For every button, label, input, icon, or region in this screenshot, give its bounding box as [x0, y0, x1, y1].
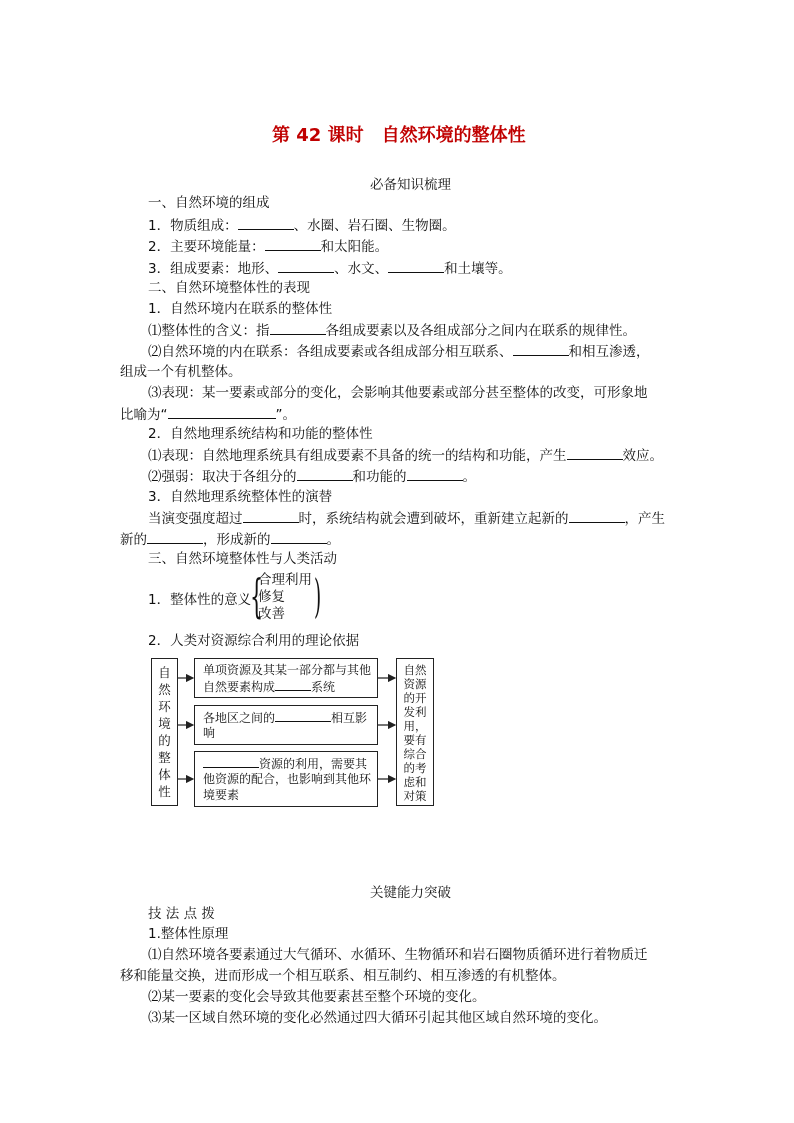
char: 利 [415, 704, 427, 719]
line-internal-link-cont: 组成一个有机整体。 [120, 364, 242, 380]
text: 新的 [120, 532, 147, 548]
line-principle-1-cont: 移和能量交换，进而形成一个相互联系、相互制约、相互渗透的有机整体。 [120, 968, 566, 984]
text: 和太阳能。 [320, 239, 389, 255]
text: 比喻为“ [120, 407, 168, 423]
char: 自 [158, 665, 171, 680]
significance-item: 合理利用 [258, 572, 312, 588]
text: 。 [326, 532, 340, 548]
text: 各组成要素以及各组成部分之间内在联系的规律性。 [325, 323, 636, 339]
char: 的 [403, 690, 415, 705]
char: 要 [403, 732, 415, 747]
text: 相互影 [331, 711, 368, 725]
char: 整 [158, 750, 171, 765]
char: 体 [158, 767, 171, 782]
left-brace: { [250, 569, 264, 623]
text: ，产生 [624, 511, 665, 527]
char: 的 [158, 733, 171, 748]
char: 合 [415, 746, 427, 761]
char: 策 [415, 788, 427, 803]
section-heading-knowledge: 必备知识梳理 [370, 177, 451, 193]
page-title: 第 42 课时 自然环境的整体性 [272, 125, 526, 146]
subheading-structure: 2．自然地理系统结构和功能的整体性 [148, 426, 373, 442]
text: 系统 [311, 680, 336, 694]
char: 虑 [403, 774, 415, 789]
significance-item: 修复 [258, 589, 285, 605]
char: 发 [403, 704, 415, 719]
text: 资源的利用，需要其 [259, 757, 368, 771]
char: 综 [403, 746, 415, 761]
text: 效应。 [622, 448, 663, 464]
subheading-principle: 1.整体性原理 [148, 926, 229, 942]
text: 2．主要环境能量： [148, 239, 265, 255]
text: 各地区之间的 [203, 711, 276, 725]
char: 对 [403, 788, 415, 803]
box-text-line3: 境要素 [203, 788, 240, 802]
text: 当演变强度超过 [148, 511, 243, 527]
text: 3．组成要素：地形、 [148, 261, 279, 277]
char: 自 [403, 662, 415, 677]
char: 环 [158, 699, 171, 714]
box-text: 单项资源及其某一部分都与其他 [203, 663, 372, 677]
text: ⑵强弱：取决于各组分的 [148, 469, 297, 485]
char: 开 [415, 690, 427, 705]
text: 和相互渗透， [568, 344, 650, 360]
line-performance: ⑶表现：某一要素或部分的变化，会影响其他要素或部分甚至整体的改变，可形象地 [148, 385, 648, 401]
char: 然 [158, 682, 171, 697]
text: ”。 [275, 407, 296, 423]
char: 源 [415, 676, 427, 691]
char: 的 [403, 760, 415, 775]
line-theory-basis: 2．人类对资源综合利用的理论依据 [148, 633, 360, 649]
text: ，形成新的 [203, 532, 271, 548]
char: 用， [403, 718, 427, 733]
text: 1．物质组成： [148, 218, 238, 234]
heading-manifestation: 二、自然环境整体性的表现 [148, 280, 310, 296]
line-principle-2: ⑵某一要素的变化会导致其他要素甚至整个环境的变化。 [148, 989, 486, 1005]
heading-human-activity: 三、自然环境整体性与人类活动 [148, 551, 337, 567]
char: 然 [415, 662, 427, 677]
text: 时，系统结构就会遭到破坏，重新建立起新的 [298, 511, 569, 527]
box-text-line2: 响 [203, 726, 216, 740]
line-principle-1: ⑴自然环境各要素通过大气循环、水循环、生物循环和岩石圈物质循环进行着物质迁 [148, 947, 648, 963]
char: 性 [158, 784, 171, 799]
text: 和土壤等。 [444, 261, 512, 277]
line-significance: 1．整体性的意义 [148, 592, 252, 608]
char: 有 [415, 732, 427, 747]
text: 。 [462, 469, 476, 485]
text: 和功能的 [352, 469, 407, 485]
text: ⑴表现：自然地理系统具有组成要素不具备的统一的结构和功能，产生 [148, 448, 567, 464]
section-heading-ability: 关键能力突破 [370, 885, 451, 901]
char: 资 [403, 676, 415, 691]
subheading-internal-link: 1．自然环境内在联系的整体性 [148, 301, 333, 317]
line-principle-3: ⑶某一区域自然环境的变化必然通过四大循环引起其他区域自然环境的变化。 [148, 1010, 607, 1026]
text: ⑵自然环境的内在联系：各组成要素或各组成部分相互联系、 [148, 344, 513, 360]
char: 和 [415, 774, 427, 789]
subheading-succession: 3．自然地理系统整体性的演替 [148, 489, 333, 505]
char: 考 [415, 760, 427, 775]
text: 自然要素构成 [203, 680, 276, 694]
text: ⑴整体性的含义：指 [148, 323, 270, 339]
right-paren: ) [314, 569, 322, 623]
text: 、水圈、岩石圈、生物圈。 [293, 218, 456, 234]
text: 、水文、 [334, 261, 389, 277]
significance-item: 改善 [258, 606, 285, 622]
char: 境 [158, 716, 171, 731]
box-text-line2: 他资源的配合，也影响到其他环 [203, 772, 372, 786]
heading-composition: 一、自然环境的组成 [148, 195, 270, 211]
subheading-techniques: 技 法 点 拨 [148, 906, 215, 922]
